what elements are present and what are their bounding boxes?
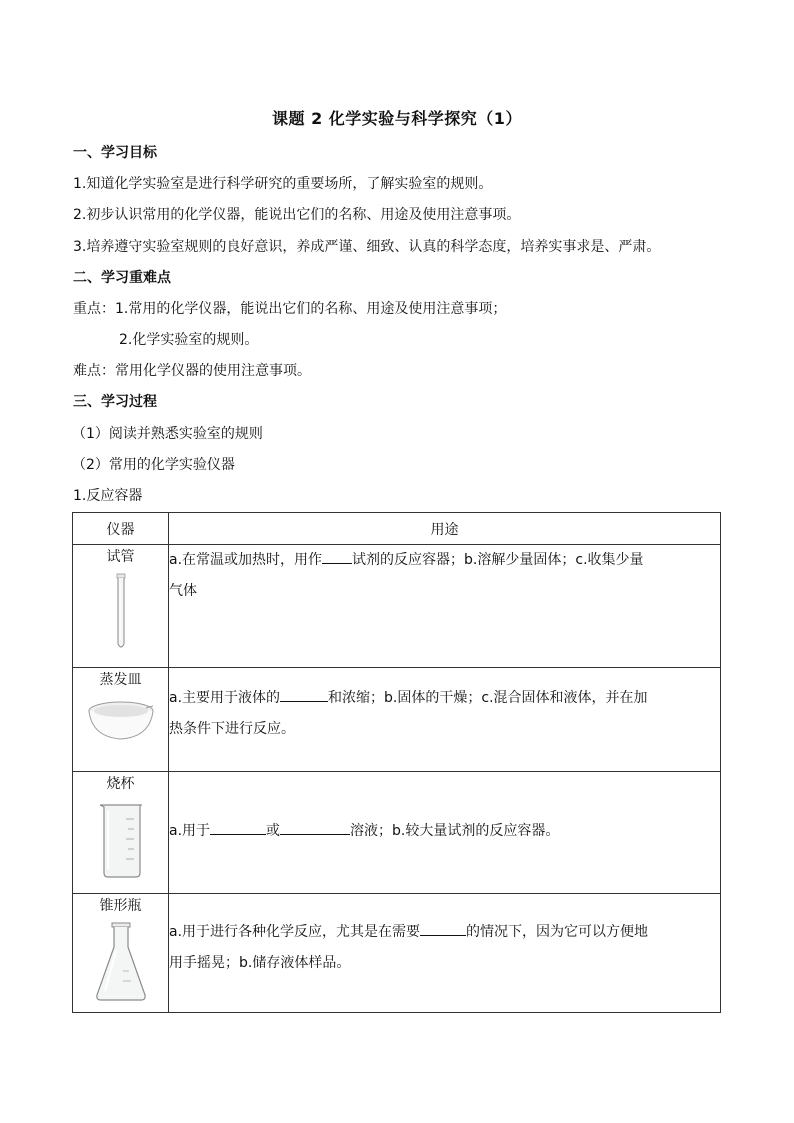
process-step-1: （1）阅读并熟悉实验室的规则 (72, 426, 263, 442)
usage-text: 气体 (169, 583, 197, 599)
instrument-table (72, 512, 721, 1013)
conical-flask-icon (93, 921, 149, 1003)
usage-cell (169, 772, 721, 894)
usage-cell (169, 894, 721, 1013)
table-row (73, 894, 721, 1013)
usage-cell (169, 545, 721, 668)
usage-text: a.主要用于液体的 (169, 690, 281, 706)
table-row (73, 772, 721, 894)
header-usage: 用途 (169, 513, 721, 545)
instrument-name: 锥形瓶 (99, 898, 142, 914)
usage-cell (169, 668, 721, 772)
subheading-reaction-containers: 1.反应容器 (73, 488, 143, 504)
difficulty-point: 难点：常用化学仪器的使用注意事项。 (73, 363, 311, 379)
instrument-name: 蒸发皿 (99, 672, 142, 688)
usage-text: 试剂的反应容器；b.溶解少量固体；c.收集少量 (352, 552, 644, 568)
instrument-cell (73, 545, 169, 668)
process-step-2: （2）常用的化学实验仪器 (72, 457, 235, 473)
usage-text: 溶液；b.较大量试剂的反应容器。 (350, 823, 560, 839)
usage-text: 热条件下进行反应。 (169, 721, 295, 737)
section-heading-process: 三、学习过程 (73, 394, 157, 410)
beaker-icon (96, 799, 146, 879)
usage-text: 用手摇晃；b.储存液体样品。 (169, 955, 351, 971)
table-row (73, 545, 721, 668)
instrument-cell (73, 894, 169, 1013)
fill-blank[interactable] (280, 687, 328, 702)
table-row (73, 668, 721, 772)
test-tube-icon (111, 572, 131, 652)
key-point-1: 重点：1.常用的化学仪器，能说出它们的名称、用途及使用注意事项； (73, 301, 507, 317)
instrument-cell (73, 668, 169, 772)
page-title: 课题 2 化学实验与科学探究（1） (272, 109, 522, 128)
fill-blank[interactable] (322, 549, 352, 564)
section-heading-keypoints: 二、学习重难点 (73, 270, 171, 286)
usage-text: 或 (266, 823, 281, 839)
goal-1: 1.知道化学实验室是进行科学研究的重要场所，了解实验室的规则。 (73, 176, 493, 192)
evaporating-dish-icon (86, 695, 156, 745)
fill-blank[interactable] (210, 820, 266, 835)
header-instrument: 仪器 (73, 513, 169, 545)
section-heading-goals: 一、学习目标 (73, 145, 157, 161)
instrument-cell (73, 772, 169, 894)
usage-text: a.在常温或加热时，用作 (169, 552, 323, 568)
goal-2: 2.初步认识常用的化学仪器，能说出它们的名称、用途及使用注意事项。 (73, 207, 521, 223)
fill-blank[interactable] (280, 820, 350, 835)
fill-blank[interactable] (420, 921, 466, 936)
usage-text: 和浓缩；b.固体的干燥；c.混合固体和液体，并在加 (328, 690, 648, 706)
usage-text: a.用于 (169, 823, 211, 839)
usage-text: 的情况下，因为它可以方便地 (466, 924, 649, 940)
usage-text: a.用于进行各种化学反应，尤其是在需要 (169, 924, 421, 940)
key-point-2: 2.化学实验室的规则。 (119, 332, 259, 348)
instrument-name: 烧杯 (106, 776, 135, 792)
table-header-row (73, 513, 721, 545)
goal-3: 3.培养遵守实验室规则的良好意识，养成严谨、细致、认真的科学态度，培养实事求是、严肃。 (73, 239, 661, 255)
instrument-name: 试管 (106, 549, 135, 565)
